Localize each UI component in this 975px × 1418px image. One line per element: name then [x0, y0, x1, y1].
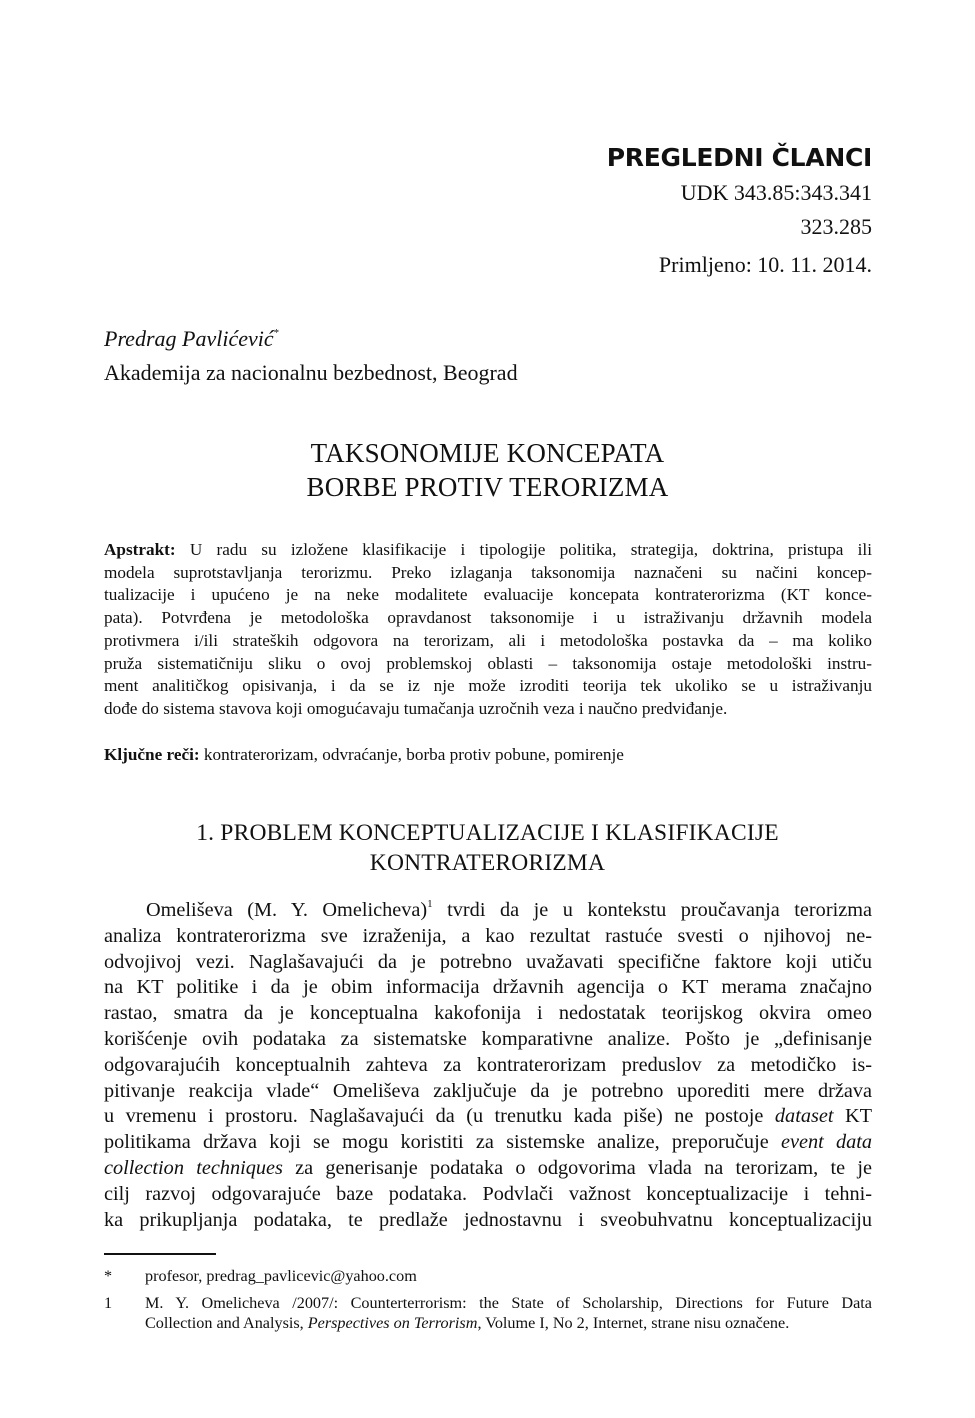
udk-code: UDK 343.85:343.341: [680, 180, 872, 205]
abstract-line: pata). Potvrđena je metodološka opravdanost taksonomije i u istraživanju državnih modela: [104, 608, 872, 628]
body-line: Omeliševa (M. Y. Omelicheva)$^1$ tvrdi da je u kontekstu proučavanja terorizma: [146, 898, 872, 921]
body-line: u vremenu i prostoru. Naglašavajući da (u trenutku kada piše) ne postoje dataset KT: [104, 1105, 872, 1128]
abstract-line: dođe do sistema stavova koji omogućavaju tumačanja uzročnih veza i naučno predviđanje.: [104, 698, 728, 718]
keywords: [104, 744, 624, 766]
abstract-line: tualizacije i upućeno je na neke modalitete evaluacije koncepata kontraterorizma (KT konce-: [104, 585, 872, 605]
footnote-separator: [104, 1253, 216, 1255]
abstract-line: modela suprotstavljanja terorizmu. Preko izlaganja taksonomija naznačeni su načini koncep-: [104, 562, 872, 582]
footnote-reference[interactable]: 1: [427, 898, 433, 910]
received-date: Primljeno: 10. 11. 2014.: [658, 252, 872, 277]
udk-code-secondary: 323.285: [800, 214, 872, 239]
article-category: PREGLEDNI ČLANCI: [606, 143, 872, 172]
footnote-text: M. Y. Omelicheva /2007/: Counterterrorism: the State of Scholarship, Directions for Future Data Collection and Analysis, Perspectives on Terrorism, Volume I, No 2, Internet, strane nisu označene.: [145, 1294, 872, 1332]
author-name-line: [104, 316, 518, 356]
article-title-line: BORBE PROTIV TERORIZMA: [306, 472, 669, 502]
body-line: rastao, smatra da je konceptualna kakofonija i nedostatak teorijskog okvira omeo: [104, 1002, 872, 1025]
body-line: analiza kontraterorizma sve izraženija, a kao rezultat rastuće svesti o njihovoj ne-: [104, 924, 872, 947]
body-line: korišćenje ovih podataka za sistematske komparativne analize. Pošto je „definisanje: [104, 1027, 872, 1050]
article-title-line: TAKSONOMIJE KONCEPATA: [310, 438, 665, 468]
body-line: pitivanje reakcija vlade“ Omeliševa zaključuje da je potrebno uporediti mere država: [104, 1079, 872, 1102]
author-footnote-mark[interactable]: *: [273, 327, 280, 339]
body-line: politikama država koji se mogu koristiti za sistemske analize, preporučuje event data: [104, 1131, 872, 1154]
abstract-line: protivmera i/ili strateških odgovora na terorizam, ali i metodološka postavka da – ma koliko: [104, 630, 872, 650]
body-paragraph: [104, 898, 872, 1233]
keywords-list: kontraterorizam, odvraćanje, borba protiv pobune, pomirenje: [199, 745, 624, 764]
section-heading: [0, 818, 975, 878]
body-line: odgovarajućih konceptualnih zahteva za kontraterorizam preduslov za metodičko is-: [104, 1053, 872, 1076]
body-line: collection techniques za generisanje podataka o odgovorima vlada na terorizam, te je: [104, 1156, 872, 1179]
body-line: cilj razvoj odgovarajuće baze podataka. Podvlači važnost konceptualizacije i tehni-: [104, 1182, 872, 1205]
article-title: [0, 436, 975, 504]
section-heading-line: 1. PROBLEM KONCEPTUALIZACIJE I KLASIFIKACIJE: [196, 820, 779, 846]
body-line: ka prikupljanja podataka, te predlaže jednostavnu i sveobuhvatnu konceptualizaciju: [104, 1208, 872, 1231]
author-affiliation: Akademija za nacionalnu bezbednost, Beograd: [104, 360, 518, 385]
abstract-label: Apstrakt:: [104, 540, 176, 559]
author-name: Predrag Pavlićević: [104, 326, 274, 351]
abstract-line: Apstrakt: U radu su izložene klasifikacije i tipologije politika, strategija, doktrina, pristupa ili: [104, 540, 872, 559]
article-header-meta: [607, 140, 872, 282]
footnote: [104, 1293, 872, 1333]
body-line: odvojivoj vezi. Naglašavajući da je potrebno uvažavati specifične faktore koji utiču: [104, 950, 872, 973]
footnotes: [104, 1266, 872, 1340]
section-heading-line: KONTRATERORIZMA: [369, 850, 606, 876]
footnote-mark: *: [104, 1267, 113, 1285]
footnote-text: profesor, predrag_pavlicevic@yahoo.com: [145, 1267, 417, 1285]
abstract: [104, 539, 872, 721]
author-block: [104, 316, 518, 390]
footnote-mark: 1: [104, 1294, 113, 1312]
abstract-line: pruža sistematičniju sliku o ovoj problemskoj oblasti – taksonomija ostaje metodološki instru-: [104, 653, 872, 673]
body-line: na KT politike i da je obim informacija državnih agencija o KT merama značajno: [104, 976, 872, 999]
keywords-label: Ključne reči:: [104, 745, 200, 764]
abstract-line: ment analitičkog opisivanja, i da se iz nje može izroditi teorija tek ukoliko se u istraživanju: [104, 676, 872, 696]
footnote: [104, 1266, 872, 1286]
